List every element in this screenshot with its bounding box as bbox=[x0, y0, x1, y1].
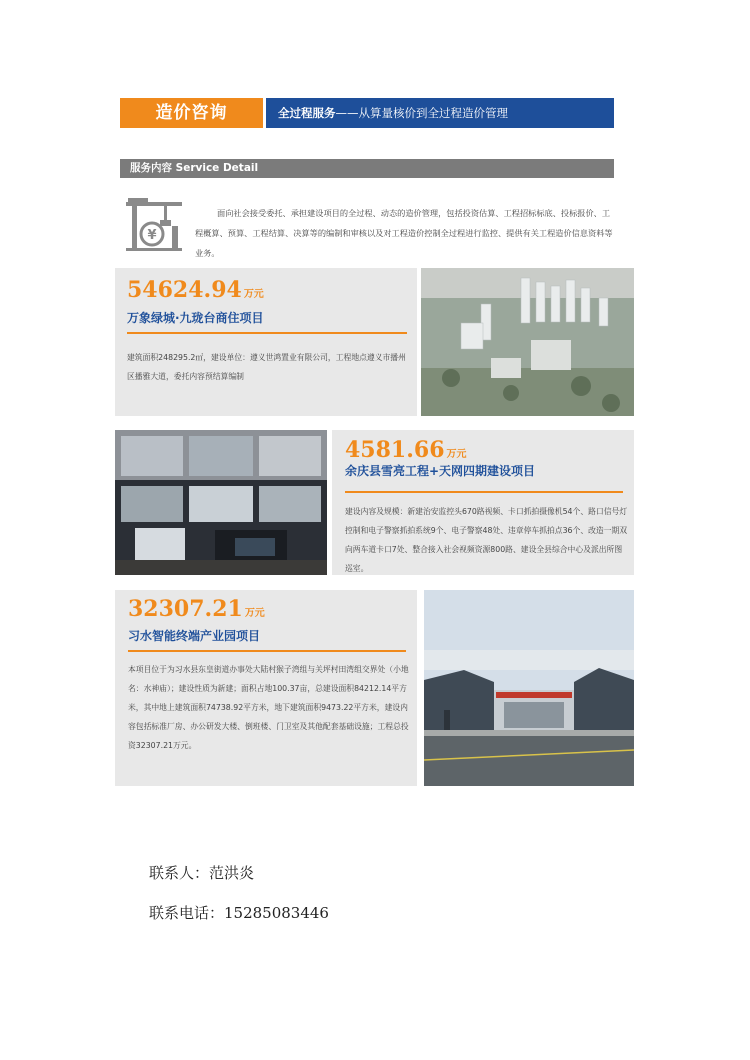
contact-phone: 联系电话：15285083446 bbox=[149, 904, 329, 922]
divider bbox=[345, 491, 623, 493]
project-desc-2: 建设内容及规模：新建治安监控头670路视频、卡口抓拍摄像机54个、路口信号灯控制和电子警察抓拍系统9个、电子警察48处、违章停车抓拍点36个、改造一期双向两车道卡口7处、整合接入社会视频资源800路、建设全县综合中心及派出所图巡室。 bbox=[345, 507, 628, 573]
project-amount-2: 4581.66 万元 bbox=[345, 437, 467, 463]
project-title-1: 万象绿城·九珑台商住项目 bbox=[127, 311, 264, 325]
building-coin-icon bbox=[124, 196, 184, 252]
banner-subtitle-rest: ——从算量核价到全过程造价管理 bbox=[335, 106, 508, 120]
project-photo-2 bbox=[115, 430, 327, 575]
banner-subtitle-bold: 全过程服务 bbox=[278, 106, 336, 120]
svg-text:¥: ¥ bbox=[147, 228, 157, 243]
service-intro: 面向社会接受委托、承担建设项目的全过程、动态的造价管理，包括投资估算、工程招标标底、投标报价、工程概算、预算、工程结算、决算等的编制和审核以及对工程造价控制全过程进行监控、提供有关工程造价信息资料等业务。 bbox=[195, 208, 613, 258]
banner-subtitle bbox=[266, 98, 614, 128]
project-title-3: 习水智能终端产业园项目 bbox=[128, 629, 261, 643]
project-desc-1: 建筑面积248295.2㎡，建设单位：遵义世鸿置业有限公司，工程地点遵义市播州区播雅大道，委托内容预结算编制 bbox=[127, 353, 406, 381]
section-banner bbox=[120, 98, 614, 128]
contact-person: 联系人：范洪炎 bbox=[149, 864, 255, 882]
project-photo-1 bbox=[421, 268, 634, 416]
divider bbox=[128, 650, 406, 652]
project-title-2: 余庆县雪亮工程+天网四期建设项目 bbox=[345, 464, 536, 478]
project-photo-3 bbox=[424, 590, 634, 786]
divider bbox=[127, 332, 407, 334]
project-amount-3: 32307.21 万元 bbox=[128, 596, 265, 622]
project-desc-3: 本项目位于为习水县东皇街道办事处大陆村猴子湾组与关坪村田湾组交界处（小地名：水神庙）；建设性质为新建；面积占地100.37亩，总建设面积84212.14平方米，其中地上建筑面积74738.92平方米，地下建筑面积9473.22平方米，建设内容包括标准厂房、办公研发大楼、倒班楼、门卫室及其他配套基础设施；工程总投资32307.21万元。 bbox=[128, 665, 409, 750]
banner-title: 造价咨询 bbox=[120, 98, 263, 128]
service-detail-bar: 服务内容 Service Detail bbox=[120, 159, 614, 178]
project-amount-1: 54624.94 万元 bbox=[127, 277, 264, 303]
